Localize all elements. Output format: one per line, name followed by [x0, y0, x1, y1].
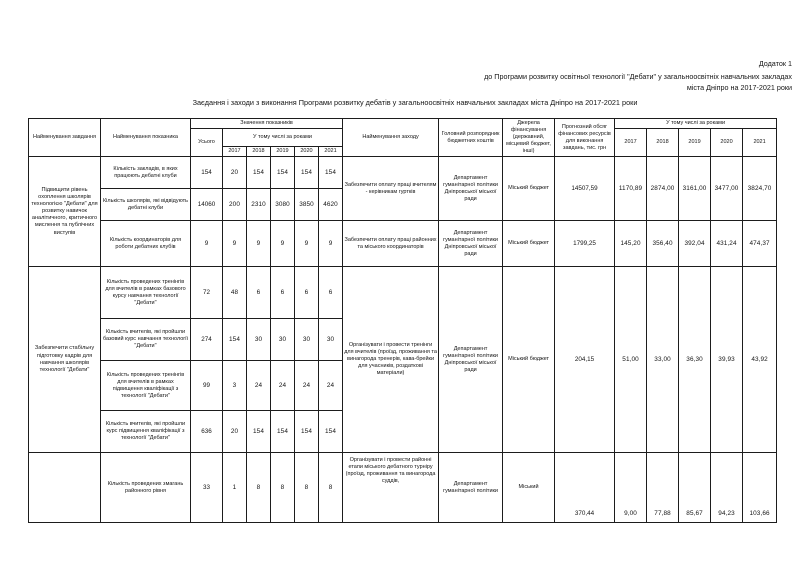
forecast-year-2019: 3161,00 — [679, 157, 711, 221]
indicator-year-2019: 8 — [271, 453, 295, 523]
table-header-row-1 — [29, 119, 777, 129]
header-indicator-name: Найменування показника — [101, 119, 191, 157]
funding-source-cell: Міський бюджет — [503, 221, 555, 267]
indicator-year-2020: 8 — [295, 453, 319, 523]
indicator-year-2021: 8 — [319, 453, 343, 523]
forecast-total: 14507,59 — [555, 157, 615, 221]
forecast-year-2019: 85,67 — [679, 453, 711, 523]
table-row — [29, 221, 777, 267]
task-cell: Забезпечити стабільну підготовку кадрів для навчання школярів технології "Дебати" — [29, 267, 101, 453]
indicator-cell: Кількість координаторів для роботи дебатних клубів — [101, 221, 191, 267]
indicator-year-2020: 6 — [295, 267, 319, 319]
forecast-year-2021: 474,37 — [743, 221, 777, 267]
indicator-cell: Кількість проведених тренінгів для вчителів в рамках базового курсу навчання технології "Дебати" — [101, 267, 191, 319]
header-task-name: Найменування завдання — [29, 119, 101, 157]
indicator-year-2018: 154 — [247, 157, 271, 189]
forecast-total: 370,44 — [555, 453, 615, 523]
measure-cell: Організувати і провести тренінги для вчителів (проїзд, проживання та винагорода тренерів, кава-брейки для учасників, роздаткові матеріали) — [343, 267, 439, 453]
header-fin-year-2020: 2020 — [711, 129, 743, 157]
measure-cell: Забезпечити оплату праці вчителям - керівникам гуртків — [343, 157, 439, 221]
indicator-year-2020: 3850 — [295, 189, 319, 221]
header-ind-year-2020: 2020 — [295, 147, 319, 157]
appendix-label: Додаток 1 — [758, 59, 792, 68]
indicator-year-2020: 154 — [295, 411, 319, 453]
forecast-year-2018: 2874,00 — [647, 157, 679, 221]
document-header — [362, 58, 792, 93]
indicator-year-2020: 154 — [295, 157, 319, 189]
indicator-year-2021: 6 — [319, 267, 343, 319]
header-by-years-indicator: У тому числі за роками — [223, 129, 343, 147]
forecast-year-2017: 51,00 — [615, 267, 647, 453]
header-measure-name: Найменування заходу — [343, 119, 439, 157]
indicator-year-2018: 24 — [247, 361, 271, 411]
header-main-manager: Головний розпорядник бюджетних коштів — [439, 119, 503, 157]
indicator-year-2018: 2310 — [247, 189, 271, 221]
task-cell: Підвищити рівень охоплення школярів технологією "Дебати" для розвитку навичок аналітичного, критичного мислення та публічних виступів — [29, 157, 101, 267]
indicator-total: 9 — [191, 221, 223, 267]
indicator-total: 72 — [191, 267, 223, 319]
funding-source-cell: Міський — [503, 453, 555, 523]
header-fin-year-2021: 2021 — [743, 129, 777, 157]
manager-cell: Департамент гуманітарної політики — [439, 453, 503, 523]
indicator-cell: Кількість вчителів, які пройшли курс підвищення кваліфікації з технології "Дебати" — [101, 411, 191, 453]
indicator-year-2017: 154 — [223, 319, 247, 361]
measure-cell: Організувати і провести районні етапи міського дебатного турніру (проїзд, проживання та винагорода суддів, — [343, 453, 439, 523]
indicator-year-2017: 200 — [223, 189, 247, 221]
indicator-year-2021: 4620 — [319, 189, 343, 221]
indicator-cell: Кількість проведених змагань районного рівня — [101, 453, 191, 523]
header-fin-year-2017: 2017 — [615, 129, 647, 157]
forecast-total: 1799,25 — [555, 221, 615, 267]
table-row — [29, 157, 777, 189]
forecast-year-2019: 392,04 — [679, 221, 711, 267]
header-total: Усього — [191, 129, 223, 157]
indicator-year-2017: 20 — [223, 157, 247, 189]
indicator-year-2017: 1 — [223, 453, 247, 523]
header-ind-year-2021: 2021 — [319, 147, 343, 157]
indicator-cell: Кількість проведених тренінгів для вчителів в рамках підвищення кваліфікації з технології "Дебати" — [101, 361, 191, 411]
indicator-year-2021: 30 — [319, 319, 343, 361]
table-row — [29, 453, 777, 523]
indicator-cell: Кількість школярів, які відвідують дебатні клуби — [101, 189, 191, 221]
indicator-year-2021: 24 — [319, 361, 343, 411]
header-by-years-financial: У тому числі за роками — [615, 119, 777, 129]
indicator-year-2018: 6 — [247, 267, 271, 319]
program-measures-table — [28, 118, 777, 523]
indicator-year-2019: 30 — [271, 319, 295, 361]
forecast-year-2021: 103,66 — [743, 453, 777, 523]
header-fin-year-2019: 2019 — [679, 129, 711, 157]
header-ind-year-2017: 2017 — [223, 147, 247, 157]
indicator-year-2017: 48 — [223, 267, 247, 319]
indicator-year-2020: 24 — [295, 361, 319, 411]
indicator-year-2021: 9 — [319, 221, 343, 267]
indicator-total: 154 — [191, 157, 223, 189]
indicator-total: 33 — [191, 453, 223, 523]
indicator-year-2021: 154 — [319, 157, 343, 189]
forecast-year-2017: 145,20 — [615, 221, 647, 267]
header-ind-year-2019: 2019 — [271, 147, 295, 157]
forecast-year-2019: 36,30 — [679, 267, 711, 453]
indicator-year-2017: 3 — [223, 361, 247, 411]
indicator-cell: Кількість вчителів, які пройшли базовий курс навчання технології "Дебати" — [101, 319, 191, 361]
forecast-year-2018: 77,88 — [647, 453, 679, 523]
funding-source-cell: Міський бюджет — [503, 157, 555, 221]
indicator-total: 99 — [191, 361, 223, 411]
forecast-year-2020: 94,23 — [711, 453, 743, 523]
header-ind-year-2018: 2018 — [247, 147, 271, 157]
indicator-year-2018: 30 — [247, 319, 271, 361]
manager-cell: Департамент гуманітарної політики Дніпровської міської ради — [439, 267, 503, 453]
forecast-total: 204,15 — [555, 267, 615, 453]
page-title: Заєдання і заходи з виконання Програми розвитку дебатів у загальноосвітніх навчальних закладах міста Дніпро на 2017-2021 роки — [192, 98, 638, 107]
table-row — [29, 267, 777, 319]
header-funding-source: Джерела фінансування (державний, місцевий бюджет, інші) — [503, 119, 555, 157]
indicator-year-2017: 20 — [223, 411, 247, 453]
indicator-year-2018: 9 — [247, 221, 271, 267]
forecast-year-2021: 3824,70 — [743, 157, 777, 221]
manager-cell: Департамент гуманітарної політики Дніпровської міської ради — [439, 221, 503, 267]
forecast-year-2020: 431,24 — [711, 221, 743, 267]
forecast-year-2017: 9,00 — [615, 453, 647, 523]
indicator-cell: Кількість закладів, в яких працюють дебатні клуби — [101, 157, 191, 189]
header-line-2: міста Дніпро на 2017-2021 роки — [686, 83, 792, 93]
indicator-year-2019: 9 — [271, 221, 295, 267]
forecast-year-2020: 3477,00 — [711, 157, 743, 221]
forecast-year-2018: 33,00 — [647, 267, 679, 453]
indicator-year-2019: 154 — [271, 157, 295, 189]
header-fin-year-2018: 2018 — [647, 129, 679, 157]
header-line-1: до Програми розвитку освітньої технології "Дебати" у загальноосвітніх навчальних закладах — [484, 72, 792, 82]
manager-cell: Департамент гуманітарної політики Дніпровської міської ради — [439, 157, 503, 221]
indicator-total: 14060 — [191, 189, 223, 221]
indicator-year-2018: 8 — [247, 453, 271, 523]
forecast-year-2021: 43,92 — [743, 267, 777, 453]
indicator-year-2021: 154 — [319, 411, 343, 453]
header-indicator-values: Значення показників — [191, 119, 343, 129]
indicator-year-2019: 6 — [271, 267, 295, 319]
measure-cell: Забезпечити оплату праці районних та міського координаторів — [343, 221, 439, 267]
indicator-year-2019: 3080 — [271, 189, 295, 221]
indicator-year-2017: 9 — [223, 221, 247, 267]
indicator-year-2020: 9 — [295, 221, 319, 267]
forecast-year-2017: 1170,89 — [615, 157, 647, 221]
forecast-year-2018: 356,40 — [647, 221, 679, 267]
forecast-year-2020: 39,93 — [711, 267, 743, 453]
indicator-total: 274 — [191, 319, 223, 361]
task-cell-empty — [29, 453, 101, 523]
indicator-total: 636 — [191, 411, 223, 453]
indicator-year-2019: 154 — [271, 411, 295, 453]
funding-source-cell: Міський бюджет — [503, 267, 555, 453]
indicator-year-2018: 154 — [247, 411, 271, 453]
indicator-year-2019: 24 — [271, 361, 295, 411]
indicator-year-2020: 30 — [295, 319, 319, 361]
header-forecast-volume: Прогнозний обсяг фінансових ресурсів для виконання завдань, тис. грн — [555, 119, 615, 157]
